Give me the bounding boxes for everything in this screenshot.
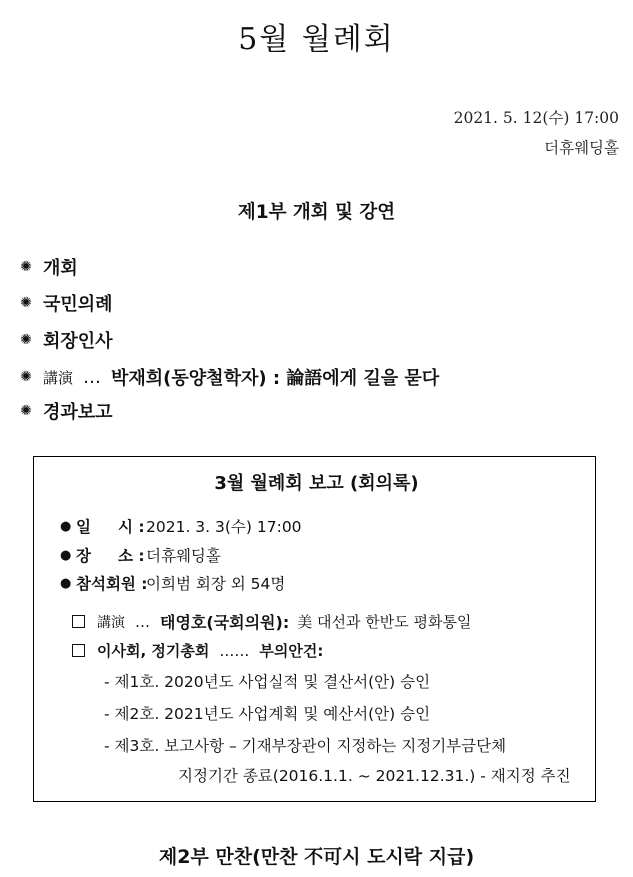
bullet-dot-icon: ● bbox=[60, 547, 72, 563]
report-place bbox=[60, 544, 221, 566]
resolution-3-continued: 지정기간 종료(2016.1.1. ~ 2021.12.31.) - 재지정 추진 bbox=[178, 767, 571, 785]
page-title: 5월 월례회 bbox=[238, 22, 395, 57]
report-members-value: 이희범 회장 외 54명 bbox=[146, 575, 286, 593]
sun-bullet-icon: ✺ bbox=[20, 295, 32, 311]
agenda-item-opening bbox=[18, 254, 78, 280]
report-lecture-dots: … bbox=[135, 612, 150, 631]
sun-bullet-icon: ✺ bbox=[20, 369, 32, 385]
report-time-value: 2021. 3. 3(수) 17:00 bbox=[146, 518, 302, 536]
bullet-dot-icon: ● bbox=[60, 518, 72, 534]
lecture-text: 박재희(동양철학자) : 論語에게 길을 묻다 bbox=[111, 368, 440, 389]
meeting-datetime: 2021. 5. 12(수) 17:00 bbox=[453, 109, 619, 127]
report-board-suffix: 부의안건: bbox=[259, 642, 324, 660]
lecture-label: 講演 bbox=[43, 368, 74, 387]
meeting-venue: 더휴웨딩홀 bbox=[544, 139, 619, 157]
bullet-dot-icon: ● bbox=[60, 575, 72, 591]
part1-heading: 제1부 개회 및 강연 bbox=[237, 202, 396, 223]
report-place-value: 더휴웨딩홀 bbox=[146, 547, 221, 565]
resolution-2: - 제2호. 2021년도 사업계획 및 예산서(안) 승인 bbox=[104, 705, 431, 723]
agenda-item-lecture bbox=[18, 364, 439, 390]
agenda-item-label: 국민의례 bbox=[43, 294, 113, 315]
report-time bbox=[60, 515, 302, 537]
report-title: 3월 월례회 보고 (회의록) bbox=[214, 473, 419, 494]
agenda-item-greeting bbox=[18, 327, 113, 353]
sun-bullet-icon: ✺ bbox=[20, 403, 32, 419]
agenda-item-label: 개회 bbox=[43, 258, 78, 279]
part2-heading: 제2부 만찬(만찬 不可시 도시락 지급) bbox=[158, 846, 475, 868]
report-board-meeting bbox=[72, 640, 323, 661]
report-lecture-label: 講演 bbox=[97, 614, 125, 631]
sun-bullet-icon: ✺ bbox=[20, 332, 32, 348]
report-board-label: 이사회, 정기총회 bbox=[97, 642, 210, 660]
report-lecture-topic: 美 대선과 한반도 평화통일 bbox=[297, 613, 472, 631]
report-board-dots: …… bbox=[219, 641, 250, 660]
resolution-3: - 제3호. 보고사항 – 기재부장관이 지정하는 지정기부금단체 bbox=[104, 737, 507, 755]
sun-bullet-icon: ✺ bbox=[20, 259, 32, 275]
report-place-label: 장 소 : bbox=[76, 547, 145, 565]
checkbox-square-icon bbox=[72, 615, 85, 628]
report-lecture bbox=[72, 610, 471, 633]
report-members bbox=[60, 572, 285, 594]
checkbox-square-icon bbox=[72, 644, 85, 657]
agenda-item-progress-report bbox=[18, 398, 113, 424]
lecture-dots: … bbox=[83, 366, 102, 388]
resolution-1: - 제1호. 2020년도 사업실적 및 결산서(안) 승인 bbox=[104, 673, 431, 691]
agenda-item-label: 경과보고 bbox=[43, 402, 113, 423]
report-time-label: 일 시 : bbox=[76, 518, 145, 536]
agenda-item-ceremony bbox=[18, 290, 113, 316]
agenda-item-label: 회장인사 bbox=[43, 331, 113, 352]
report-lecture-speaker: 태영호(국회의원): bbox=[160, 613, 290, 632]
report-members-label: 참석회원 : bbox=[76, 575, 148, 593]
